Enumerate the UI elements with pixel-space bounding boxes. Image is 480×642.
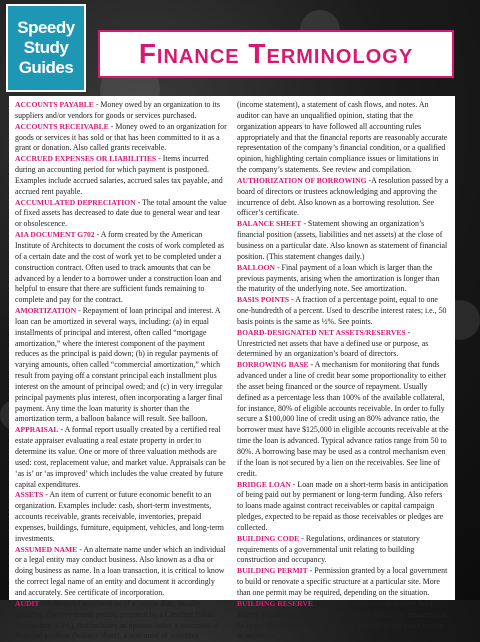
glossary-definition: - A financial statement as of a certain date, usually covering a twelve-month period, prepared by a Certified Public Accountant (CPA), that includes an opinion letter, a statement of financial position (balance sheet), a statement of activities: [15, 598, 219, 641]
glossary-term: BOARD-DESIGNATED NET ASSETS/RESERVES: [237, 327, 406, 337]
glossary-definition: - A mechanism for monitoring that funds advanced under a line of credit bear some proportionality to either the asset being financed or the source of repayment. Usually defined as a percentage less than 100% of the available collateral, for instance, 80% of eligible accounts receivable. In order to fully secure a $100,000 line of credit using an 80% advance ratio, the borrower must have $125,000 in eligible accounts receivable at the time the loan is advanced. Typical advance ratios range from 50 to 80%. A borrowing base may be used as a control mechanism even if the loan is not secured by a lien on the receivables. See line of credit.: [237, 360, 449, 478]
glossary-term: BRIDGE LOAN: [237, 479, 291, 489]
glossary-definition: - Loan made on a short-term basis in anticipation of being paid out by permanent or long-term funding. Also refers to loans made against contract receivables or capital campaign pledges, expected to be repaid as those receivables or pledges are collected.: [237, 479, 448, 532]
glossary-definition: - A fraction of a percentage point, equal to one one-hundredth of a percent. Used to describe interest rates; i.e., 50 basis points is the same as ½%. See points.: [237, 295, 447, 326]
glossary-definition: - The total amount the value of fixed assets has decreased to date due to general wear and tear or obsolescence.: [15, 197, 227, 229]
glossary-definition: - Money owed to an organization for goods or services it has sold or that has been committed to it as a grant or donation. Also called grants receivable.: [15, 121, 227, 153]
page-title: Finance Terminology: [138, 38, 414, 69]
title-banner: [98, 30, 454, 78]
glossary-definition: - A formal report usually created by a certified real estate appraiser evaluating a real estate property in order to determine its value. One or more of three valuation methods are used: cost, replacement value, and market value. Appraisals can be ‘as is’ or ‘as improved’ which includes the value created by future capital expenditures.: [15, 425, 226, 489]
glossary-term: BALANCE SHEET: [237, 219, 302, 229]
glossary-entry: [237, 263, 449, 296]
logo-line: Study: [23, 38, 69, 57]
glossary-term: APPRAISAL: [15, 425, 59, 435]
glossary-term: AUDIT: [15, 598, 40, 608]
glossary-definition: - A form created by the American Institute of Architects to document the costs of work completed as of a certain date and the cost of work yet to be completed under a construction contract. Often used to track amounts that can be advanced by a lender to a borrower under a construction loan and helpful to ensure that there are sufficient funds remaining to complete and pay for the contract.: [15, 230, 225, 305]
glossary-definition: - Regulations, ordinances or statutory requirements of a governmental unit relating to building construction and occupancy.: [237, 533, 420, 565]
glossary-definition: - A capital improvement reserve fund. Money set aside to pay for facility upkeep, where the amounts can be large, the ultimate need a certainty, but where the exact timing is uncertain.: [237, 598, 447, 641]
glossary-entry: [237, 480, 449, 534]
glossary-entry: [15, 154, 227, 197]
glossary-term: AMORTIZATION: [15, 306, 77, 316]
glossary-entry: [237, 534, 449, 567]
brand-logo: [6, 4, 86, 92]
glossary-term: ACCRUED EXPENSES OR LIABILITIES: [15, 154, 157, 164]
glossary-definition: - Permission granted by a local government to build or renovate a specific structure at a particular site. More than one permit may be required, depending on the situation.: [237, 566, 448, 597]
glossary-term: BUILDING RESERVE: [237, 598, 313, 608]
glossary-entry: [15, 122, 227, 155]
glossary-term: ACCOUNTS PAYABLE: [15, 100, 94, 109]
glossary-entry: [15, 425, 227, 490]
glossary-entry: [15, 198, 227, 231]
glossary-definition: - Money owed by an organization to its suppliers and/or vendors for goods or services purchased.: [15, 100, 220, 120]
glossary-entry: [237, 100, 449, 176]
glossary-column-left: [15, 100, 227, 641]
glossary-definition: (income statement), a statement of cash flows, and notes. An auditor can have an unqualified opinion, stating that the organization appears to have followed all accounting rules appropriately and that the financial reports are reasonably accurate representation of the company’s financial condition, or a qualified opinion, highlighting certain compliance issues or limitations in the company’s statements. See review and compilation.: [237, 100, 448, 175]
glossary-definition: - Unrestricted net assets that have a defined use or purpose, as determined by an organization’s board of directors.: [237, 327, 429, 359]
glossary-term: ACCUMULATED DEPRECIATION: [15, 197, 136, 207]
glossary-entry: [15, 490, 227, 544]
glossary-entry: [237, 599, 449, 642]
glossary-term: BALLOON: [237, 262, 275, 272]
glossary-entry: [15, 545, 227, 599]
glossary-term: BUILDING CODE: [237, 533, 300, 543]
glossary-entry: [15, 230, 227, 306]
glossary-entry: [237, 360, 449, 479]
glossary-term: BORROWING BASE: [237, 360, 309, 370]
glossary-definition: - Repayment of loan principal and interest. A loan can be amortized in several ways, including: (a) in equal installments of principal and interest, often called “mortgage amortization,” where the interest component of the payment reduces as the principal is paid down; (b) in regular payments of varying amounts, often called “commercial amortization,” which result from paying off a constant principal each installment plus interest on the amount of principal owed; and (c) in very irregular principal payments plus interest, often incorporating a larger final payment. Any time the loan maturity is shorter than the amortization term, a balloon balance will result. See balloon.: [15, 306, 223, 424]
glossary-entry: [15, 599, 227, 642]
glossary-term: BUILDING PERMIT: [237, 566, 308, 576]
logo-line: Speedy: [17, 18, 75, 37]
glossary-term: BASIS POINTS: [237, 295, 290, 305]
glossary-term: AIA DOCUMENT G702: [15, 230, 95, 240]
glossary-entry: [15, 100, 227, 122]
glossary-term: ASSUMED NAME: [15, 544, 78, 554]
glossary-definition: - An item of current or future economic benefit to an organization. Examples include: cash, short-term investments, accounts receivable, grants receivable, inventories, prepaid expenses, buildings, furniture, equipment, vehicles, and long-term investments.: [15, 490, 224, 543]
glossary-content: [9, 96, 455, 641]
glossary-definition: - An alternate name under which an individual or a legal entity may conduct business. Also known as a dba or doing business as name. In a loan transaction, it is critical to know the correct legal name of an entity and document it accordingly and accurately. See certificate of incorporation.: [15, 544, 226, 597]
glossary-term: ASSETS: [15, 490, 44, 500]
glossary-definition: - Statement showing an organization’s financial position (assets, liabilities and net assets) at the close of business on a particular date. Also known as statement of financial position. (This statement changes daily.): [237, 219, 448, 261]
glossary-definition: - Final payment of a loan which is larger than the previous payments, arising when the amortization is longer than the maturity of the underlying note. See amortization.: [237, 262, 440, 294]
glossary-term: ACCOUNTS RECEIVABLE: [15, 121, 109, 131]
glossary-column-right: [237, 100, 449, 641]
logo-line: Guides: [18, 58, 74, 77]
glossary-entry: [237, 295, 449, 328]
glossary-entry: [237, 176, 449, 219]
glossary-term: AUTHORIZATION OF BORROWING: [237, 175, 367, 185]
glossary-definition: - Items incurred during an accounting period for which payment is postponed. Examples include accrued salaries, accrued sales tax payable, and accrued rent payable.: [15, 154, 223, 196]
glossary-entry: [237, 219, 449, 262]
glossary-definition: -A resolution passed by a board of directors or trustees acknowledging and approving the incurrence of debt. Also known as a borrowing resolution. See officer’s certificate.: [237, 175, 449, 218]
glossary-entry: [15, 306, 227, 425]
header: [0, 0, 464, 92]
glossary-entry: [237, 328, 449, 361]
glossary-entry: [237, 566, 449, 599]
